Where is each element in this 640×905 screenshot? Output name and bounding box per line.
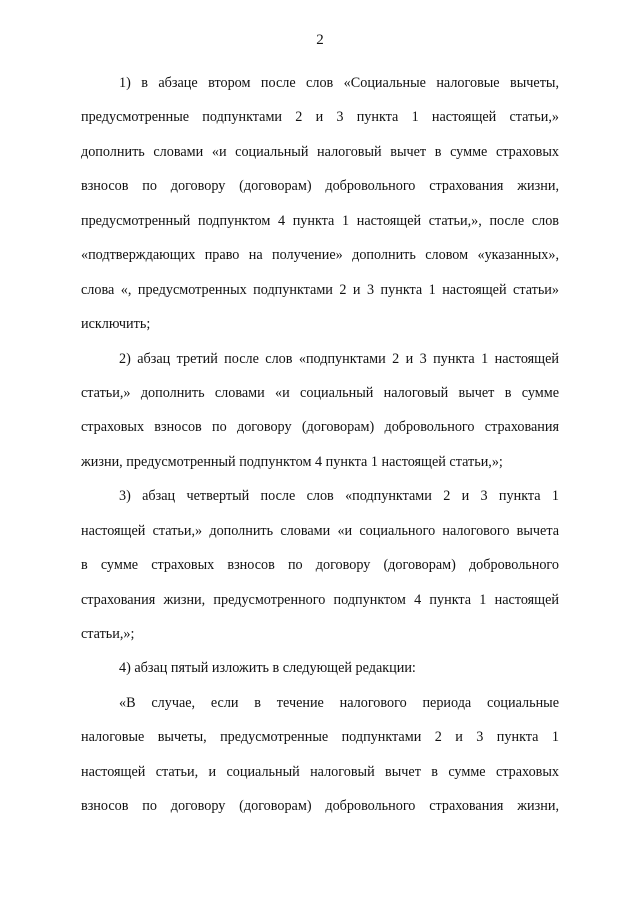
text-line: 4) абзац пятый изложить в следующей редакции: xyxy=(119,660,416,677)
text-line: взносов по договору (договорам) добровольного страхования жизни, xyxy=(81,178,559,195)
text-line: 3) абзац четвертый после слов «подпунктами 2 и 3 пункта 1 xyxy=(119,488,559,505)
text-line: в сумме страховых взносов по договору (договорам) добровольного xyxy=(81,557,559,574)
text-line: 1) в абзаце втором после слов «Социальные налоговые вычеты, xyxy=(119,75,559,91)
text-line: дополнить словами «и социальный налоговый вычет в сумме страховых xyxy=(81,143,559,160)
text-line: «В случае, если в течение налогового периода социальные xyxy=(119,694,559,711)
text-line: слова «, предусмотренных подпунктами 2 и 3 пункта 1 настоящей статьи» xyxy=(81,281,559,298)
text-line: настоящей статьи,» дополнить словами «и социального налогового вычета xyxy=(81,522,559,539)
text-line: исключить; xyxy=(81,316,151,333)
text-line: «подтверждающих право на получение» дополнить словом «указанных», xyxy=(81,247,559,264)
text-line: статьи,» дополнить словами «и социальный налоговый вычет в сумме xyxy=(81,384,559,401)
text-line: 2) абзац третий после слов «подпунктами 2 и 3 пункта 1 настоящей xyxy=(119,350,559,367)
text-line: статьи,»; xyxy=(81,626,135,642)
text-line: взносов по договору (договорам) добровольного страхования жизни, xyxy=(81,798,559,815)
document-body xyxy=(81,66,559,824)
text-line: предусмотренные подпунктами 2 и 3 пункта 1 настоящей статьи,» xyxy=(81,109,559,126)
text-line: жизни, предусмотренный подпунктом 4 пункта 1 настоящей статьи,»; xyxy=(81,453,503,470)
text-line: предусмотренный подпунктом 4 пункта 1 настоящей статьи,», после слов xyxy=(81,212,559,229)
text-line: страховых взносов по договору (договорам) добровольного страхования xyxy=(81,419,559,436)
text-line: настоящей статьи, и социальный налоговый вычет в сумме страховых xyxy=(81,763,559,780)
page-number: 2 xyxy=(316,32,324,48)
text-line: налоговые вычеты, предусмотренные подпунктами 2 и 3 пункта 1 xyxy=(81,729,559,746)
text-line: страхования жизни, предусмотренного подпунктом 4 пункта 1 настоящей xyxy=(81,591,559,608)
